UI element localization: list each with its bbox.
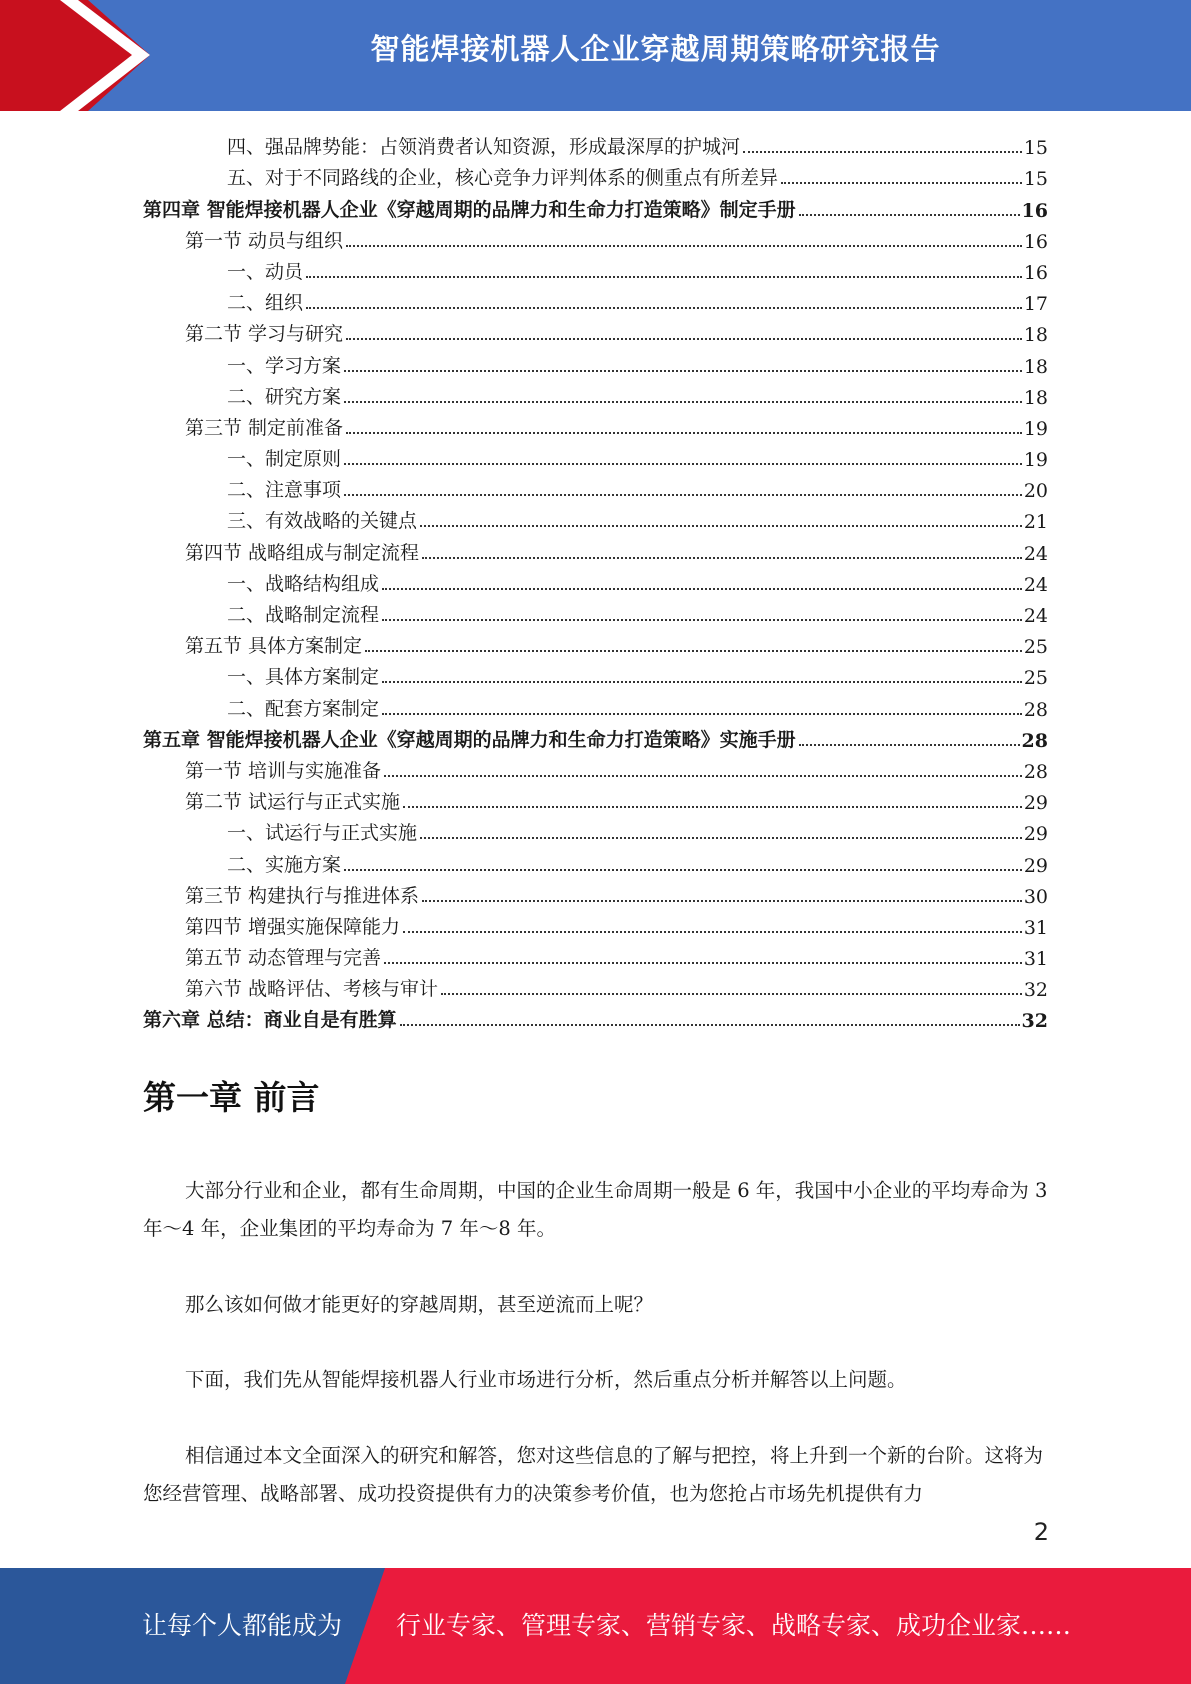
toc-page-number: 30 [1023,885,1048,908]
toc-dot-leader [382,713,1022,715]
paragraph [143,1361,1049,1399]
toc-page-number: 28 [1023,760,1048,783]
toc-entry[interactable] [143,346,1048,377]
toc-dot-leader [382,588,1022,590]
paragraph [143,1172,1049,1248]
report-title: 智能焊接机器人企业穿越周期策略研究报告 [370,32,941,66]
toc-page-number: 24 [1023,542,1048,565]
footer-slogan-left: 让每个人都能成为 [142,1611,343,1640]
toc-dot-leader [799,214,1020,216]
toc-page-number: 15 [1023,137,1048,160]
toc-entry[interactable] [143,689,1048,720]
toc-page-number: 18 [1023,386,1048,409]
toc-entry[interactable] [143,752,1048,783]
toc-page-number: 32 [1021,1010,1048,1033]
footer-slogan-right: 行业专家、管理专家、营销专家、战略专家、成功企业家…… [396,1611,1072,1640]
toc-page-number: 32 [1023,979,1048,1002]
toc-page-number: 17 [1023,293,1048,316]
footer-banner [0,1568,1191,1684]
toc-page-number: 16 [1021,199,1048,222]
toc-entry-title: 第二节 试运行与正式实施 [185,791,401,814]
paragraph-text: 大部分行业和企业，都有生命周期，中国的企业生命周期一般是 6 年，我国中小企业的平均寿命为 3 年～4 年，企业集团的平均寿命为 7 年～8 年。 [143,1179,1048,1240]
toc-dot-leader [344,401,1022,403]
toc-entry[interactable] [143,190,1048,221]
toc-entry-title: 一、试运行与正式实施 [227,822,418,845]
toc-entry[interactable] [143,877,1048,908]
toc-entry-title: 一、战略结构组成 [227,572,380,595]
toc-entry[interactable] [143,1001,1048,1032]
toc-entry[interactable] [143,159,1048,190]
toc-entry-title: 第一节 培训与实施准备 [185,759,382,782]
toc-dot-leader [382,681,1022,683]
toc-entry[interactable] [143,378,1048,409]
toc-dot-leader [403,806,1022,808]
toc-entry[interactable] [143,721,1048,752]
toc-dot-leader [441,993,1022,995]
toc-dot-leader [365,650,1022,652]
toc-dot-leader [384,775,1022,777]
page-number: 2 [1033,1518,1049,1546]
toc-entry[interactable] [143,471,1048,502]
toc-entry-title: 一、具体方案制定 [227,666,380,689]
arrow-chevron-icon [0,0,160,111]
toc-entry-title: 二、组织 [227,292,304,315]
report-header [0,0,1191,111]
toc-page-number: 19 [1023,449,1048,472]
toc-entry[interactable] [143,502,1048,533]
toc-dot-leader [306,276,1022,278]
toc-entry[interactable] [143,939,1048,970]
toc-dot-leader [346,432,1022,434]
toc-entry[interactable] [143,908,1048,939]
toc-entry[interactable] [143,284,1048,315]
toc-entry[interactable] [143,253,1048,284]
toc-page-number: 16 [1023,230,1048,253]
chapter-heading: 第一章 前言 [143,1078,320,1117]
toc-entry[interactable] [143,783,1048,814]
toc-entry-title: 第一节 动员与组织 [185,229,344,252]
toc-entry-title: 四、强品牌势能：占领消费者认知资源，形成最深厚的护城河 [227,136,741,159]
toc-entry-title: 第五节 具体方案制定 [185,635,363,658]
paragraph-text: 相信通过本文全面深入的研究和解答，您对这些信息的了解与把控，将上升到一个新的台阶。这将为您经营管理、战略部署、成功投资提供有力的决策参考价值，也为您抢占市场先机提供有力 [143,1444,1044,1505]
toc-page-number: 18 [1023,324,1048,347]
toc-page-number: 19 [1023,417,1048,440]
toc-page-number: 31 [1023,948,1048,971]
table-of-contents [143,128,1048,1032]
toc-page-number: 29 [1023,823,1048,846]
toc-page-number: 21 [1023,511,1048,534]
toc-page-number: 24 [1023,573,1048,596]
toc-entry[interactable] [143,814,1048,845]
toc-entry[interactable] [143,533,1048,564]
toc-entry[interactable] [143,222,1048,253]
toc-entry[interactable] [143,627,1048,658]
toc-dot-leader [781,182,1022,184]
toc-entry-title: 五、对于不同路线的企业，核心竞争力评判体系的侧重点有所差异 [227,167,779,190]
toc-page-number: 29 [1023,854,1048,877]
toc-dot-leader [344,494,1022,496]
toc-dot-leader [346,245,1022,247]
toc-page-number: 24 [1023,605,1048,627]
toc-dot-leader [420,837,1022,839]
toc-entry[interactable] [143,409,1048,440]
toc-dot-leader [306,307,1022,309]
toc-dot-leader [384,962,1022,964]
toc-entry[interactable] [143,970,1048,1001]
toc-entry-title: 第五节 动态管理与完善 [185,947,382,970]
toc-entry-title: 第六章 总结：商业自是有胜算 [143,1009,397,1032]
toc-page-number: 25 [1023,667,1048,690]
toc-page-number: 25 [1023,636,1048,659]
toc-page-number: 15 [1023,168,1048,191]
toc-dot-leader [344,869,1022,871]
toc-entry-title: 第三节 制定前准备 [185,416,344,439]
toc-page-number: 16 [1023,261,1048,284]
toc-entry[interactable] [143,440,1048,471]
toc-entry[interactable] [143,658,1048,689]
toc-entry-title: 二、注意事项 [227,479,342,502]
toc-dot-leader [422,557,1022,559]
toc-entry-title: 第四节 战略组成与制定流程 [185,541,420,564]
toc-dot-leader [344,463,1022,465]
toc-entry[interactable] [143,315,1048,346]
toc-dot-leader [400,1024,1020,1026]
toc-dot-leader [422,900,1022,902]
toc-page-number: 28 [1021,729,1048,752]
toc-page-number: 18 [1023,355,1048,378]
toc-entry-title: 三、有效战略的关键点 [227,510,418,533]
toc-entry-title: 二、实施方案 [227,853,342,876]
paragraph [143,1437,1049,1513]
toc-entry[interactable] [143,596,1048,627]
paragraph-text: 那么该如何做才能更好的穿越周期，甚至逆流而上呢？ [185,1293,654,1316]
toc-entry-title: 第五章 智能焊接机器人企业《穿越周期的品牌力和生命力打造策略》实施手册 [143,728,796,751]
toc-entry-title: 第三节 构建执行与推进体系 [185,884,420,907]
toc-dot-leader [344,370,1022,372]
toc-entry-title: 第二节 学习与研究 [185,323,344,346]
toc-entry-title: 二、配套方案制定 [227,697,380,720]
paragraph [143,1286,1049,1324]
toc-entry-title: 二、战略制定流程 [227,604,380,626]
toc-entry-title: 第四节 增强实施保障能力 [185,915,401,938]
toc-page-number: 29 [1023,792,1048,815]
toc-dot-leader [403,931,1022,933]
toc-dot-leader [799,744,1020,746]
toc-entry-title: 第六节 战略评估、考核与审计 [185,978,439,1001]
toc-dot-leader [420,525,1022,527]
toc-page-number: 28 [1023,698,1048,721]
toc-page-number: 31 [1023,916,1048,939]
toc-entry[interactable] [143,128,1048,159]
toc-entry-title: 二、研究方案 [227,385,342,408]
toc-page-number: 20 [1023,480,1048,503]
toc-dot-leader [382,619,1022,621]
toc-dot-leader [743,151,1022,153]
toc-entry[interactable] [143,845,1048,876]
toc-entry-title: 一、动员 [227,260,304,283]
toc-entry-title: 第四章 智能焊接机器人企业《穿越周期的品牌力和生命力打造策略》制定手册 [143,198,796,221]
toc-entry-title: 一、制定原则 [227,448,342,471]
toc-entry-title: 一、学习方案 [227,354,342,377]
toc-entry[interactable] [143,565,1048,596]
paragraph-text: 下面，我们先从智能焊接机器人行业市场进行分析，然后重点分析并解答以上问题。 [185,1368,907,1391]
toc-dot-leader [346,338,1022,340]
